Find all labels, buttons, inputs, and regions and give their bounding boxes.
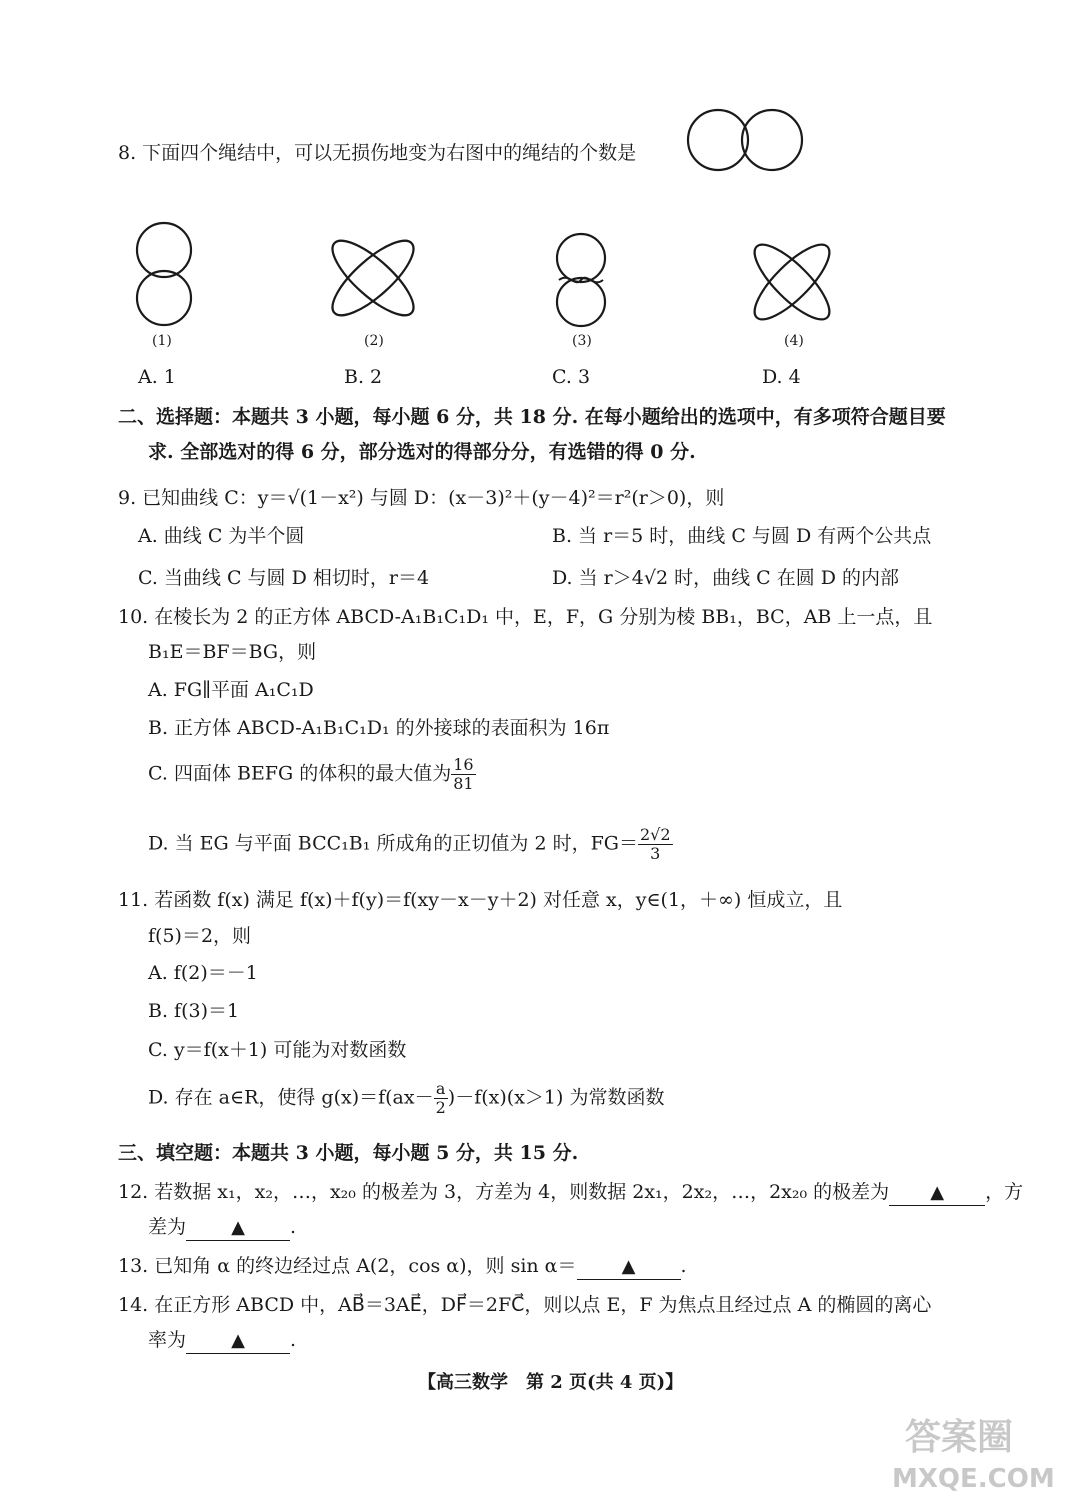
q12-line2-pre: 差为: [148, 1216, 187, 1238]
fraction-denominator: 81: [453, 774, 474, 793]
section2-heading-line2: 求. 全部选对的得 6 分，部分选对的得部分分，有选错的得 0 分.: [148, 441, 696, 463]
q10-option-a: A. FG∥平面 A₁C₁D: [148, 679, 314, 701]
triangle-icon: ▲: [930, 1182, 945, 1203]
triangle-icon: ▲: [231, 1217, 245, 1238]
fraction-denominator: 3: [650, 844, 661, 863]
q12-line2-end: .: [290, 1216, 297, 1238]
q12-line1-end: ，方: [985, 1181, 1024, 1203]
answer-blank[interactable]: [186, 1328, 290, 1354]
q11-option-c: C. y＝f(x＋1) 可能为对数函数: [148, 1039, 407, 1061]
q12-stem: 12. 若数据 x₁，x₂，…，x₂₀ 的极差为 3，方差为 4，则数据 2x₁，2x₂，…，2x₂₀ 的极差为: [118, 1181, 890, 1203]
q8-option-a: A. 1: [138, 366, 176, 388]
q14-line2: [148, 1328, 296, 1354]
q13-line: [118, 1254, 687, 1280]
q11-stem-line2: f(5)＝2，则: [148, 925, 252, 947]
q9-option-a: A. 曲线 C 为半个圆: [138, 525, 305, 547]
q11-option-a: A. f(2)＝－1: [148, 962, 258, 984]
watermark-logo-top: 答案圈: [905, 1417, 1014, 1458]
knot-figure-2: [326, 236, 420, 320]
q8-reference-knot: [688, 106, 808, 174]
answer-blank[interactable]: [889, 1180, 985, 1206]
q10-option-c: [148, 756, 476, 793]
knot-label-4: (4): [784, 333, 804, 349]
q10-option-d-fraction: [638, 826, 673, 863]
knot-label-2: (2): [364, 333, 384, 349]
q12-line1: [118, 1180, 1023, 1206]
section2-heading-line1: 二、选择题：本题共 3 小题，每小题 6 分，共 18 分. 在每小题给出的选项中，有多项符合题目要: [118, 406, 946, 428]
knot-figure-4: [748, 240, 836, 324]
q8-option-b: B. 2: [344, 366, 383, 388]
q10-option-d: [148, 826, 673, 863]
q8-option-d: D. 4: [762, 366, 801, 388]
triangle-icon: ▲: [621, 1256, 636, 1277]
knot-figure-1: [134, 222, 196, 328]
knot-figure-3: [551, 234, 613, 328]
q13-stem: 13. 已知角 α 的终边经过点 A(2，cos α)，则 sin α＝: [118, 1255, 577, 1277]
q12-line2: [148, 1215, 296, 1241]
q10-stem-line1: 10. 在棱长为 2 的正方体 ABCD-A₁B₁C₁D₁ 中，E，F，G 分别为棱 BB₁，BC，AB 上一点，且: [118, 606, 933, 628]
q13-end: .: [680, 1255, 687, 1277]
q11-option-d-fraction: [434, 1080, 448, 1117]
watermark-logo-bottom: MXQE.COM: [892, 1464, 1055, 1494]
fraction-numerator: a: [434, 1080, 448, 1099]
fraction-numerator: 2√2: [639, 825, 671, 844]
q9-stem: 9. 已知曲线 C：y＝√(1－x²) 与圆 D：(x－3)²＋(y－4)²＝r²(r＞0)，则: [118, 487, 725, 509]
knot-label-3: (3): [572, 333, 592, 349]
q9-option-d: D. 当 r＞4√2 时，曲线 C 在圆 D 的内部: [552, 567, 900, 589]
q11-stem-line1: 11. 若函数 f(x) 满足 f(x)＋f(y)＝f(xy－x－y＋2) 对任意 x，y∈(1，＋∞) 恒成立，且: [118, 889, 843, 911]
q14-line1: 14. 在正方形 ABCD 中，AB⃗＝3AE⃗，DF⃗＝2FC⃗，则以点 E，F 为焦点且经过点 A 的椭圆的离心: [118, 1294, 932, 1316]
answer-blank[interactable]: [186, 1215, 290, 1241]
q11-option-b: B. f(3)＝1: [148, 1000, 240, 1022]
triangle-icon: ▲: [231, 1330, 245, 1351]
page-footer: 【高三数学 第 2 页(共 4 页)】: [418, 1372, 684, 1393]
knot-label-1: (1): [152, 333, 172, 349]
q10-option-d-text: D. 当 EG 与平面 BCC₁B₁ 所成角的正切值为 2 时，FG＝: [148, 832, 638, 855]
q11-option-d: [148, 1080, 664, 1117]
q9-option-b: B. 当 r＝5 时，曲线 C 与圆 D 有两个公共点: [552, 525, 932, 547]
q10-option-c-text: C. 四面体 BEFG 的体积的最大值为: [148, 762, 452, 785]
q14-line2-end: .: [290, 1329, 297, 1351]
section3-heading: 三、填空题：本题共 3 小题，每小题 5 分，共 15 分.: [118, 1142, 579, 1164]
q9-option-c: C. 当曲线 C 与圆 D 相切时，r＝4: [138, 567, 430, 589]
q10-option-c-fraction: [451, 756, 475, 793]
q8-option-c: C. 3: [552, 366, 591, 388]
q11-option-d-post: )－f(x)(x＞1) 为常数函数: [447, 1086, 665, 1109]
q8-stem: 8. 下面四个绳结中，可以无损伤地变为右图中的绳结的个数是: [118, 142, 637, 164]
q11-option-d-pre: D. 存在 a∈R，使得 g(x)＝f(ax－: [148, 1086, 434, 1109]
fraction-denominator: 2: [435, 1098, 446, 1117]
q10-stem-line2: B₁E＝BF＝BG，则: [148, 641, 317, 663]
q10-option-b: B. 正方体 ABCD-A₁B₁C₁D₁ 的外接球的表面积为 16π: [148, 717, 610, 739]
answer-blank[interactable]: [577, 1254, 681, 1280]
q14-line2-pre: 率为: [148, 1329, 187, 1351]
fraction-numerator: 16: [453, 755, 474, 774]
